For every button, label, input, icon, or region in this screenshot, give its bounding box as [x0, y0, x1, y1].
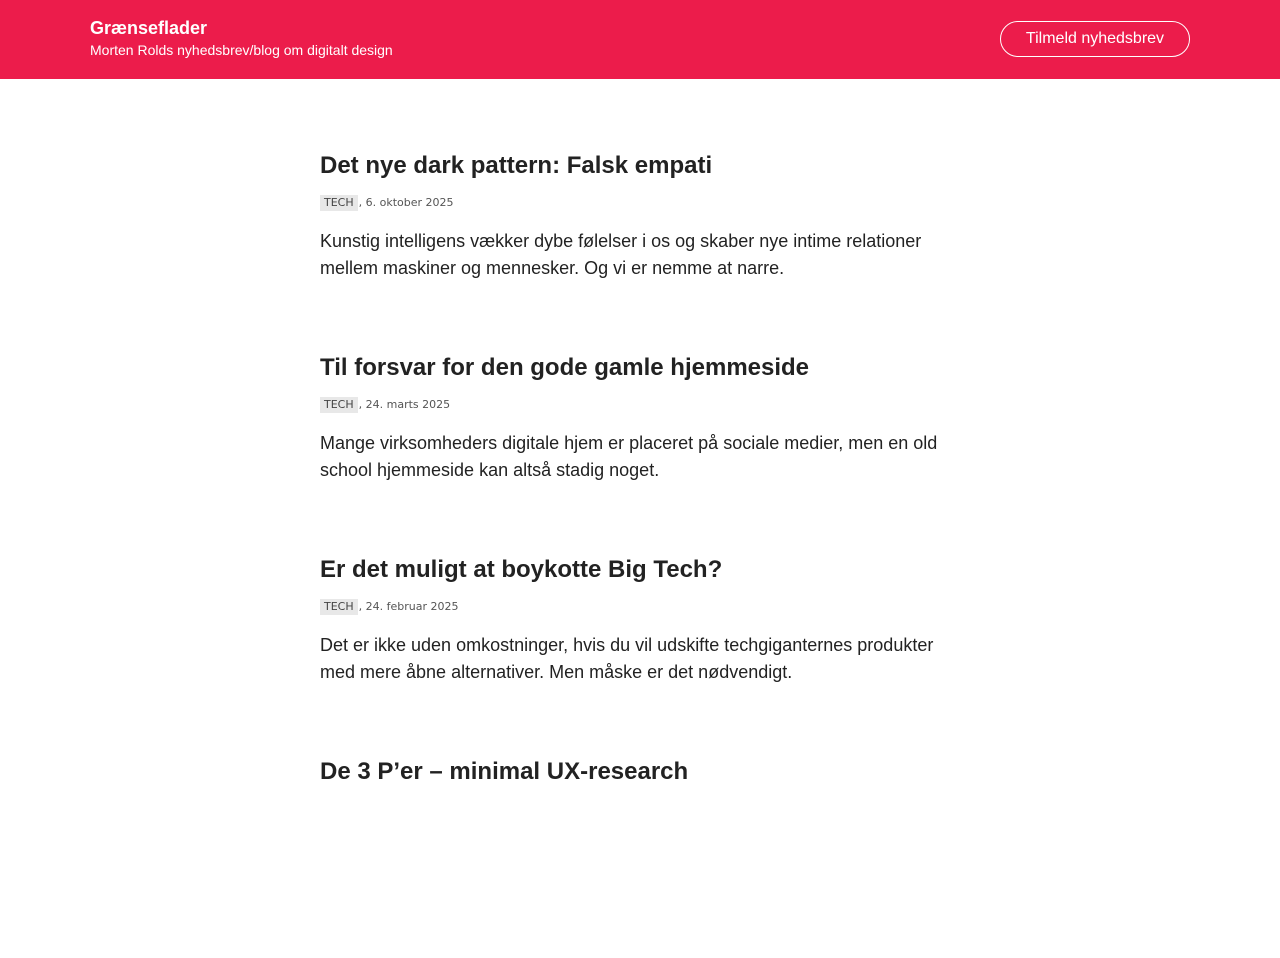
- post-date: , 24. marts 2025: [358, 398, 451, 411]
- subscribe-newsletter-button[interactable]: Tilmeld nyhedsbrev: [1000, 21, 1190, 57]
- site-tagline: Morten Rolds nyhedsbrev/blog om digitalt design: [90, 42, 393, 58]
- post-meta: [320, 598, 960, 616]
- post-title-link[interactable]: Til forsvar for den gode gamle hjemmeside: [320, 354, 810, 381]
- post-excerpt: Det er ikke uden omkostninger, hvis du vil udskifte techgiganternes produkter med mere åbne alternativer. Men måske er det nødvendigt.: [320, 635, 934, 682]
- post-meta: [320, 396, 960, 414]
- post-item: [320, 150, 960, 352]
- post-item: [320, 352, 960, 554]
- post-date: , 6. oktober 2025: [358, 196, 454, 209]
- post-excerpt: Kunstig intelligens vækker dybe følelser i os og skaber nye intime relationer mellem maskiner og mennesker. Og vi er nemme at narre.: [320, 231, 922, 278]
- site-title-link[interactable]: Grænseflader: [90, 18, 208, 38]
- brand: [90, 17, 393, 59]
- site-header: [0, 0, 1280, 79]
- post-title-link[interactable]: De 3 P’er – minimal UX-research: [320, 758, 689, 785]
- post-item: [320, 554, 960, 756]
- tag-badge[interactable]: TECH: [320, 195, 358, 211]
- post-date: , 24. februar 2025: [358, 600, 459, 613]
- post-title-link[interactable]: Er det muligt at boykotte Big Tech?: [320, 556, 723, 583]
- post-title-link[interactable]: Det nye dark pattern: Falsk empati: [320, 152, 713, 179]
- tag-badge[interactable]: TECH: [320, 599, 358, 615]
- tag-badge[interactable]: TECH: [320, 397, 358, 413]
- post-meta: [320, 194, 960, 212]
- post-item: [320, 756, 960, 958]
- post-list: [320, 150, 960, 958]
- post-excerpt: Mange virksomheders digitale hjem er placeret på sociale medier, men en old school hjemmeside kan altså stadig noget.: [320, 433, 938, 480]
